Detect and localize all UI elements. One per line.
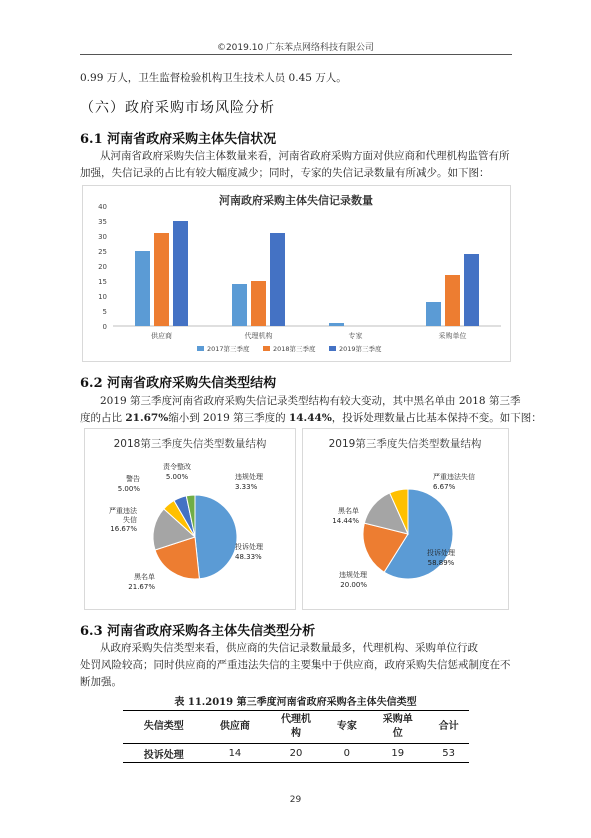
- bar: [464, 254, 479, 326]
- s63-para-line2: 处罚风险较高；同时供应商的严重违法失信的主要集中于供应商，政府采购失信惩戒制度在不: [80, 659, 511, 671]
- header-rule: [80, 54, 512, 55]
- pie-2018-title: 2018第三季度失信类型数量结构: [113, 438, 267, 450]
- legend-label: 2018第三季度: [273, 345, 316, 353]
- table-cell: 20: [265, 744, 326, 763]
- s61-title: 6.1 河南省政府采购主体失信状况: [80, 132, 277, 147]
- y-tick-label: 40: [98, 203, 107, 211]
- slice-label: 严重违法失信: [433, 473, 475, 481]
- slice-pct: 5.00%: [165, 473, 189, 481]
- s62-text-e: ，投诉处理数量占比基本保持不变。如下图：: [331, 412, 542, 424]
- bar-chart: [83, 186, 510, 361]
- table-header-cell: 采购单 位: [367, 711, 428, 744]
- x-tick-label: 专家: [348, 332, 363, 340]
- table-header-cell: 专家: [327, 711, 368, 744]
- s61-para-line2: 加强，失信记录的占比有较大幅度减少；同时，专家的失信记录数量有所减少。如下图：: [80, 167, 490, 179]
- legend-label: 2017第三季度: [207, 345, 250, 353]
- y-tick-label: 10: [98, 293, 107, 301]
- s61-para-line1: 从河南省政府采购失信主体数量来看，河南省政府采购方面对供应商和代理机构监管有所: [100, 150, 510, 162]
- slice-pct: 48.33%: [235, 553, 262, 561]
- y-tick-label: 5: [102, 308, 107, 316]
- bar: [135, 251, 150, 326]
- s62-para-line2: [80, 410, 542, 427]
- slice-label: 违规处理: [339, 571, 367, 579]
- table-cell: 19: [367, 744, 428, 763]
- table-cell: 53: [428, 744, 469, 763]
- x-tick-label: 供应商: [151, 332, 172, 340]
- s62-pct-2019: 14.44%: [288, 412, 332, 424]
- legend-label: 2019第三季度: [339, 345, 382, 353]
- s63-para-line3: 断加强。: [80, 676, 122, 688]
- section-title: （六）政府采购市场风险分析: [80, 100, 275, 116]
- bar: [426, 302, 441, 326]
- s62-para-line1: 2019 第三季度河南省政府采购失信记录类型结构有较大变动，其中黑名单由 2018 第三季: [100, 395, 521, 407]
- bar-chart-title: 河南政府采购主体失信记录数量: [219, 194, 373, 207]
- table-header-cell: 代理机 构: [265, 711, 326, 744]
- table-cell: 14: [204, 744, 265, 763]
- y-tick-label: 15: [98, 278, 107, 286]
- table-header-row: [123, 711, 469, 744]
- slice-pct: 21.67%: [128, 583, 155, 591]
- slice-label: 投诉处理: [427, 549, 455, 557]
- y-tick-label: 0: [102, 323, 107, 331]
- legend-swatch: [329, 346, 336, 351]
- s63-title: 6.3 河南省政府采购各主体失信类型分析: [80, 624, 316, 639]
- table-row: [123, 744, 469, 763]
- slice-pct: 5.00%: [117, 485, 140, 493]
- slice-pct: 58.89%: [427, 559, 455, 567]
- s62-pct-2018: 21.67%: [125, 412, 169, 424]
- table-header-cell: 失信类型: [123, 711, 204, 744]
- table-caption: 表 11.2019 第三季度河南省政府采购各主体失信类型: [174, 697, 417, 708]
- bar: [154, 233, 169, 326]
- y-tick-label: 30: [98, 233, 107, 241]
- slice-pct: 20.00%: [340, 581, 367, 589]
- pie-2019-box: [302, 428, 509, 610]
- slice-pct: 6.67%: [433, 483, 456, 491]
- slice-label: 警告: [126, 475, 140, 483]
- bar: [329, 323, 344, 326]
- table-cell: 0: [327, 744, 368, 763]
- table-header-cell: 供应商: [204, 711, 265, 744]
- s62-title: 6.2 河南省政府采购失信类型结构: [80, 376, 277, 391]
- pie-chart-2018: [85, 429, 295, 609]
- legend-swatch: [197, 346, 204, 351]
- bar: [232, 284, 247, 326]
- s62-text-c: 缩小到 2019 第三季度的: [168, 412, 289, 424]
- bar: [445, 275, 460, 326]
- slice-label: 黑名单: [338, 507, 359, 515]
- slice-label: 严重违法失信: [109, 507, 137, 524]
- bar-chart-box: [82, 185, 511, 362]
- table-header-cell: 合计: [428, 711, 469, 744]
- pie-2019-title: 2019第三季度失信类型数量结构: [328, 438, 482, 450]
- slice-label: 责令整改: [163, 463, 191, 471]
- bar: [251, 281, 266, 326]
- slice-pct: 14.44%: [332, 517, 359, 525]
- data-table: [123, 710, 469, 763]
- y-tick-label: 35: [98, 218, 107, 226]
- slice-pct: 16.67%: [110, 525, 137, 533]
- intro-line: 0.99 万人，卫生监督检验机构卫生技术人员 0.45 万人。: [80, 72, 347, 84]
- pie-2018-box: [84, 428, 296, 610]
- y-tick-label: 20: [98, 263, 107, 271]
- x-tick-label: 采购单位: [438, 332, 467, 340]
- pie-slice: [195, 495, 237, 579]
- x-tick-label: 代理机构: [244, 332, 273, 340]
- pie-chart-2019: [303, 429, 508, 609]
- y-tick-label: 25: [98, 248, 107, 256]
- bar: [270, 233, 285, 326]
- s63-para-line1: 从政府采购失信类型来看，供应商的失信记录数量最多，代理机构、采购单位行政: [100, 642, 478, 654]
- legend-swatch: [263, 346, 270, 351]
- s62-text-a: 度的占比: [80, 412, 126, 424]
- page-header: ©2019.10 广东苯点网络科技有限公司: [216, 43, 375, 53]
- slice-label: 投诉处理: [235, 543, 263, 551]
- slice-pct: 3.33%: [235, 483, 258, 491]
- slice-label: 违规处理: [235, 473, 263, 481]
- page-number: 29: [289, 795, 302, 805]
- slice-label: 黑名单: [134, 573, 155, 581]
- table-cell: 投诉处理: [123, 744, 204, 763]
- bar: [173, 221, 188, 326]
